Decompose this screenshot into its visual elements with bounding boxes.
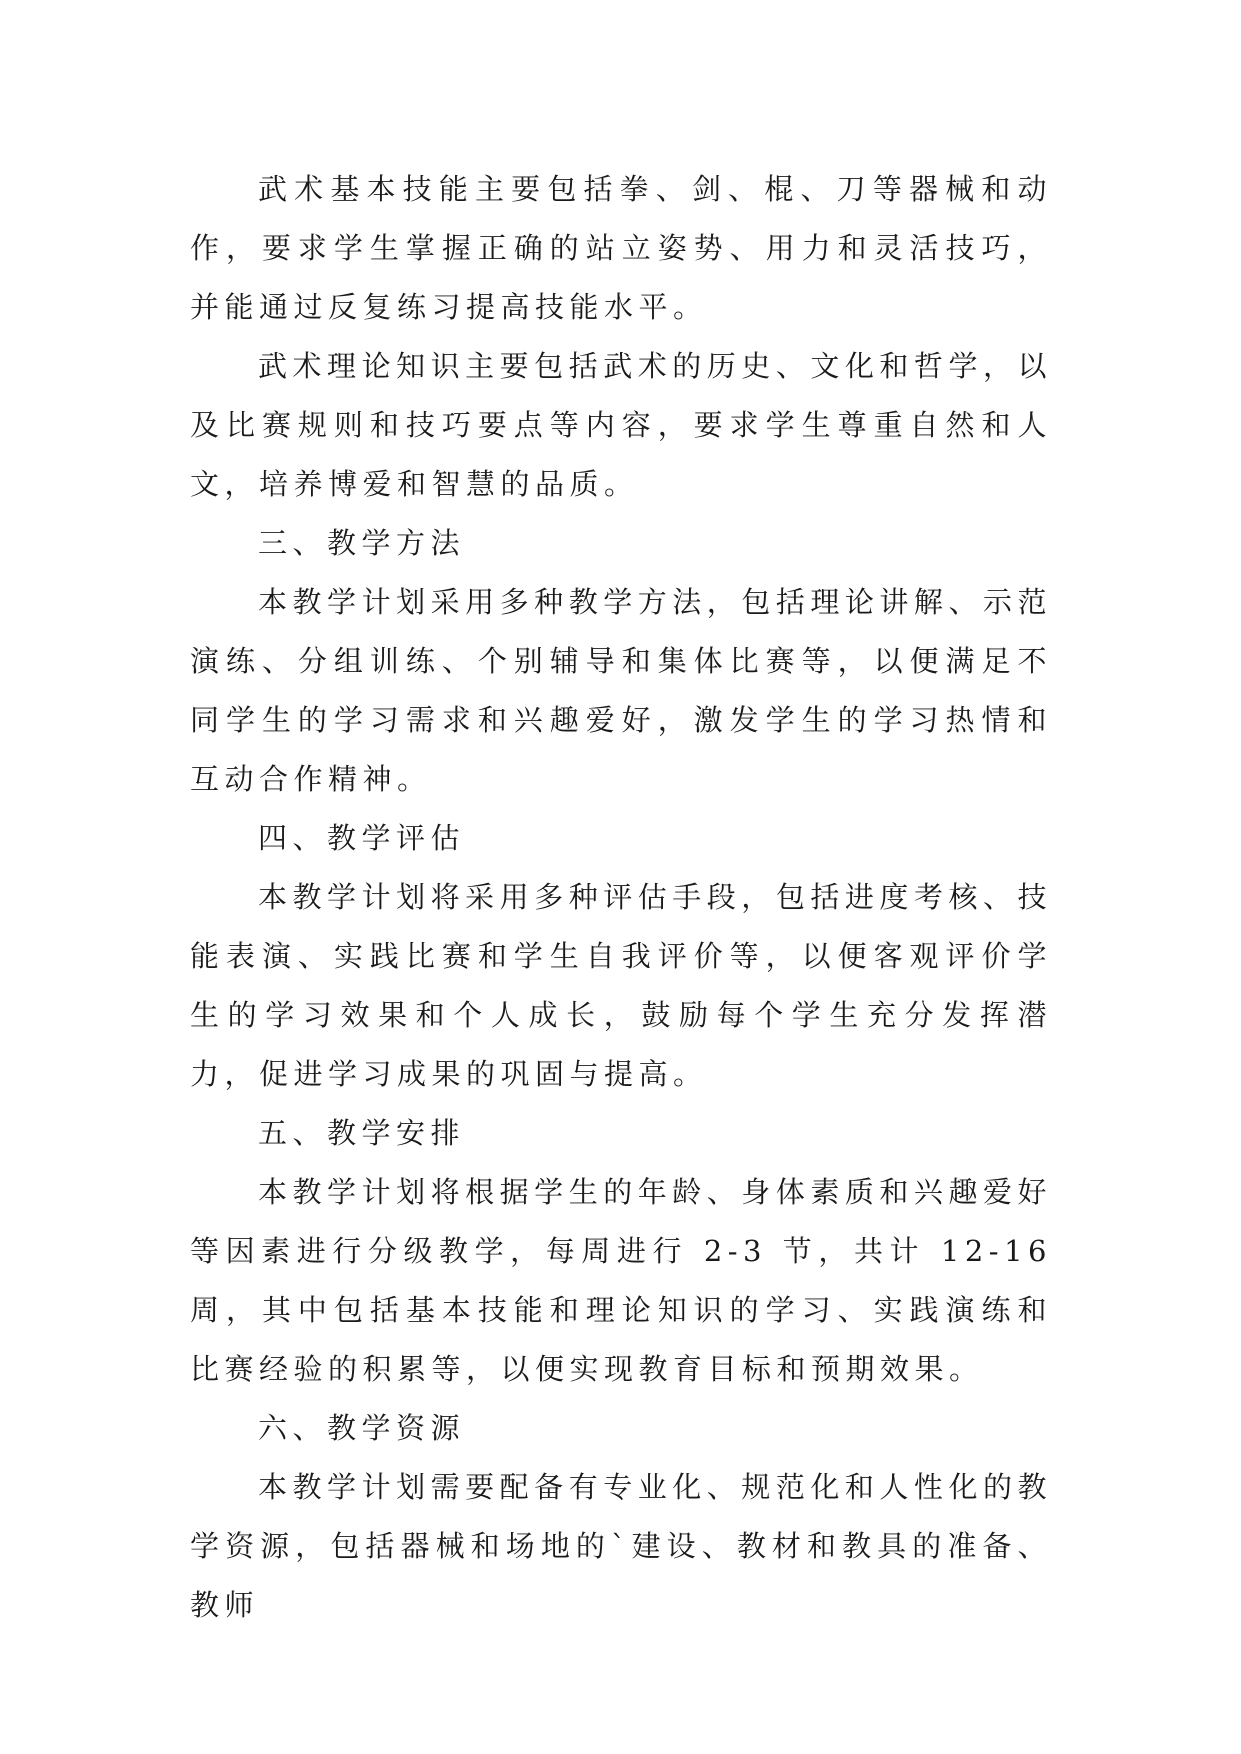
heading-teaching-methods: 三、教学方法 <box>258 526 466 560</box>
paragraph-teaching-methods: 本教学计划采用多种教学方法，包括理论讲解、示范演练、分组训练、个别辅导和集体比赛等，以便满足不同学生的学习需求和兴趣爱好，激发学生的学习热情和互动合作精神。 <box>190 585 1052 796</box>
paragraph-teaching-arrangement: 本教学计划将根据学生的年龄、身体素质和兴趣爱好等因素进行分级教学，每周进行 2-3 节，共计 12-16 周，其中包括基本技能和理论知识的学习、实践演练和比赛经验的积累等，以便实现教育目标和预期效果。 <box>190 1175 1052 1386</box>
paragraph-basic-skills: 武术基本技能主要包括拳、剑、棍、刀等器械和动作，要求学生掌握正确的站立姿势、用力和灵活技巧，并能通过反复练习提高技能水平。 <box>190 172 1052 324</box>
heading-teaching-arrangement: 五、教学安排 <box>258 1116 466 1150</box>
heading-teaching-resources: 六、教学资源 <box>258 1411 466 1445</box>
paragraph-teaching-evaluation: 本教学计划将采用多种评估手段，包括进度考核、技能表演、实践比赛和学生自我评价等，以便客观评价学生的学习效果和个人成长，鼓励每个学生充分发挥潜力，促进学习成果的巩固与提高。 <box>190 880 1052 1091</box>
paragraph-theory-knowledge: 武术理论知识主要包括武术的历史、文化和哲学，以及比赛规则和技巧要点等内容，要求学生尊重自然和人文，培养博爱和智慧的品质。 <box>190 349 1052 501</box>
document-body <box>190 160 1052 1635</box>
paragraph-teaching-resources: 本教学计划需要配备有专业化、规范化和人性化的教学资源，包括器械和场地的`建设、教材和教具的准备、教师 <box>190 1470 1052 1622</box>
heading-teaching-evaluation: 四、教学评估 <box>258 821 466 855</box>
